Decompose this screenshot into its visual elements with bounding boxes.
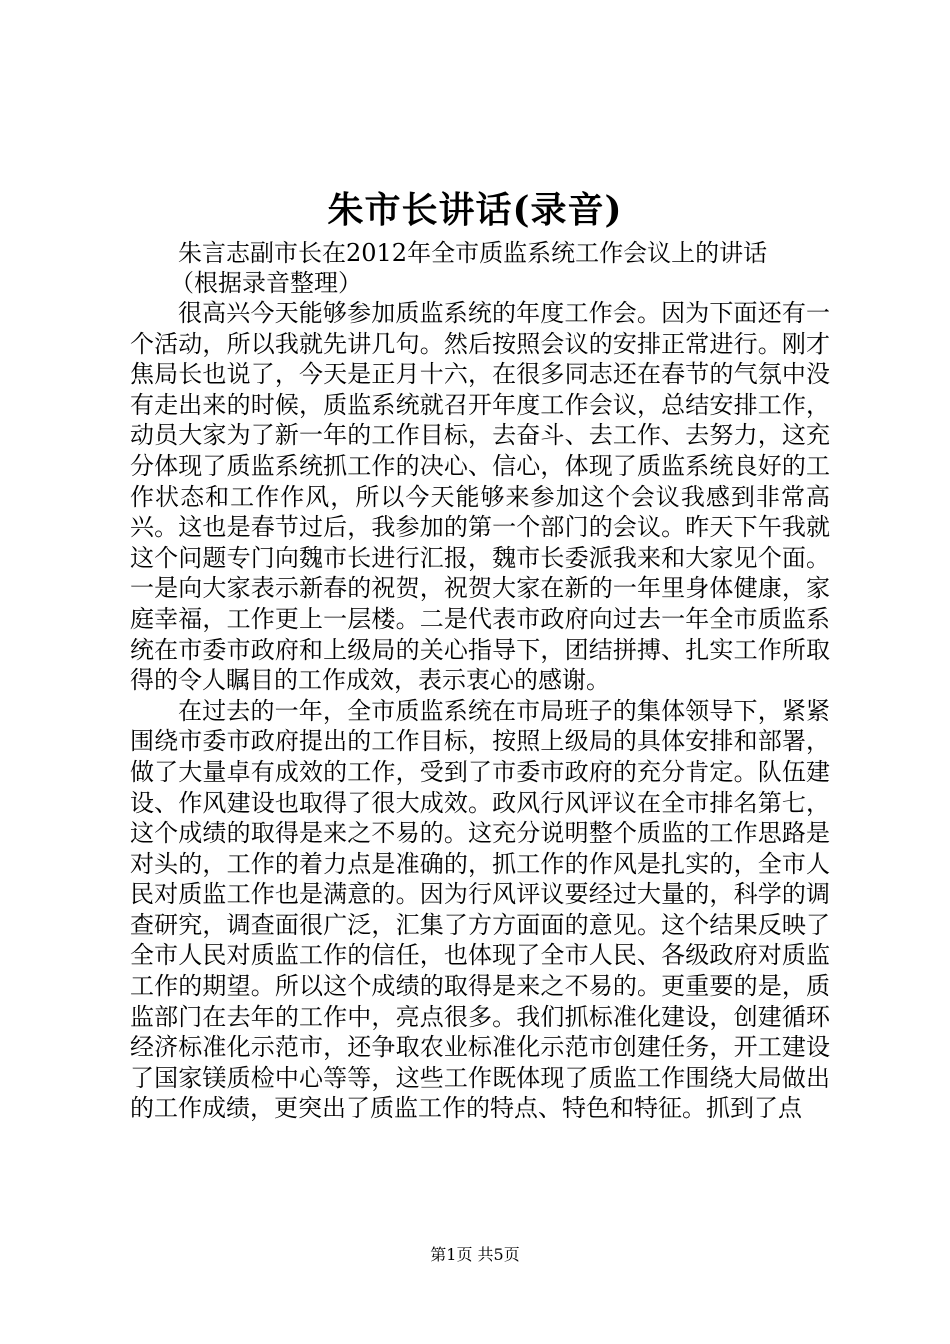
paragraph-1: 很高兴今天能够参加质监系统的年度工作会。因为下面还有一个活动，所以我就先讲几句。然后按照会议的安排正常进行。刚才焦局长也说了，今天是正月十六，在很多同志还在春节的气氛中没有走出来的时候，质监系统就召开年度工作会议，总结安排工作，动员大家为了新一年的工作目标，去奋斗、去工作、去努力，这充分体现了质监系统抓工作的决心、信心，体现了质监系统良好的工作状态和工作作风，所以今天能够来参加这个会议我感到非常高兴。这也是春节过后，我参加的第一个部门的会议。昨天下午我就这个问题专门向魏市长进行汇报，魏市长委派我来和大家见个面。一是向大家表示新春的祝贺，祝贺大家在新的一年里身体健康，家庭幸福，工作更上一层楼。二是代表市政府向过去一年全市质监系统在市委市政府和上级局的关心指导下，团结拼搏、扎实工作所取得的令人瞩目的工作成效，表示衷心的感谢。 (130, 299, 830, 695)
subtitle-line-2: （根据录音整理） (170, 269, 362, 297)
document-title: 朱市长讲话(录音) (327, 189, 623, 231)
paragraph-2: 在过去的一年，全市质监系统在市局班子的集体领导下，紧紧围绕市委市政府提出的工作目标，按照上级局的具体安排和部署，做了大量卓有成效的工作，受到了市委市政府的充分肯定。队伍建设、作风建设也取得了很大成效。政风行风评议在全市排名第七，这个成绩的取得是来之不易的。这充分说明整个质监的工作思路是对头的，工作的着力点是准确的，抓工作的作风是扎实的，全市人民对质监工作也是满意的。因为行风评议要经过大量的，科学的调查研究，调查面很广泛，汇集了方方面面的意见。这个结果反映了全市人民对质监工作的信任，也体现了全市人民、各级政府对质监工作的期望。所以这个成绩的取得是来之不易的。更重要的是，质监部门在去年的工作中，亮点很多。我们抓标准化建设，创建循环经济标准化示范市，还争取农业标准化示范市创建任务，开工建设了国家镁质检中心等等，这些工作既体现了质监工作围绕大局做出的工作成绩，更突出了质监工作的特点、特色和特征。抓到了点 (130, 696, 830, 1123)
document-body (130, 298, 830, 1124)
page-footer: 第1页 共5页 (430, 1245, 520, 1264)
document-subtitle (130, 238, 830, 298)
subtitle-line-1: 朱言志副市长在2012年全市质监系统工作会议上的讲话 (178, 239, 768, 267)
